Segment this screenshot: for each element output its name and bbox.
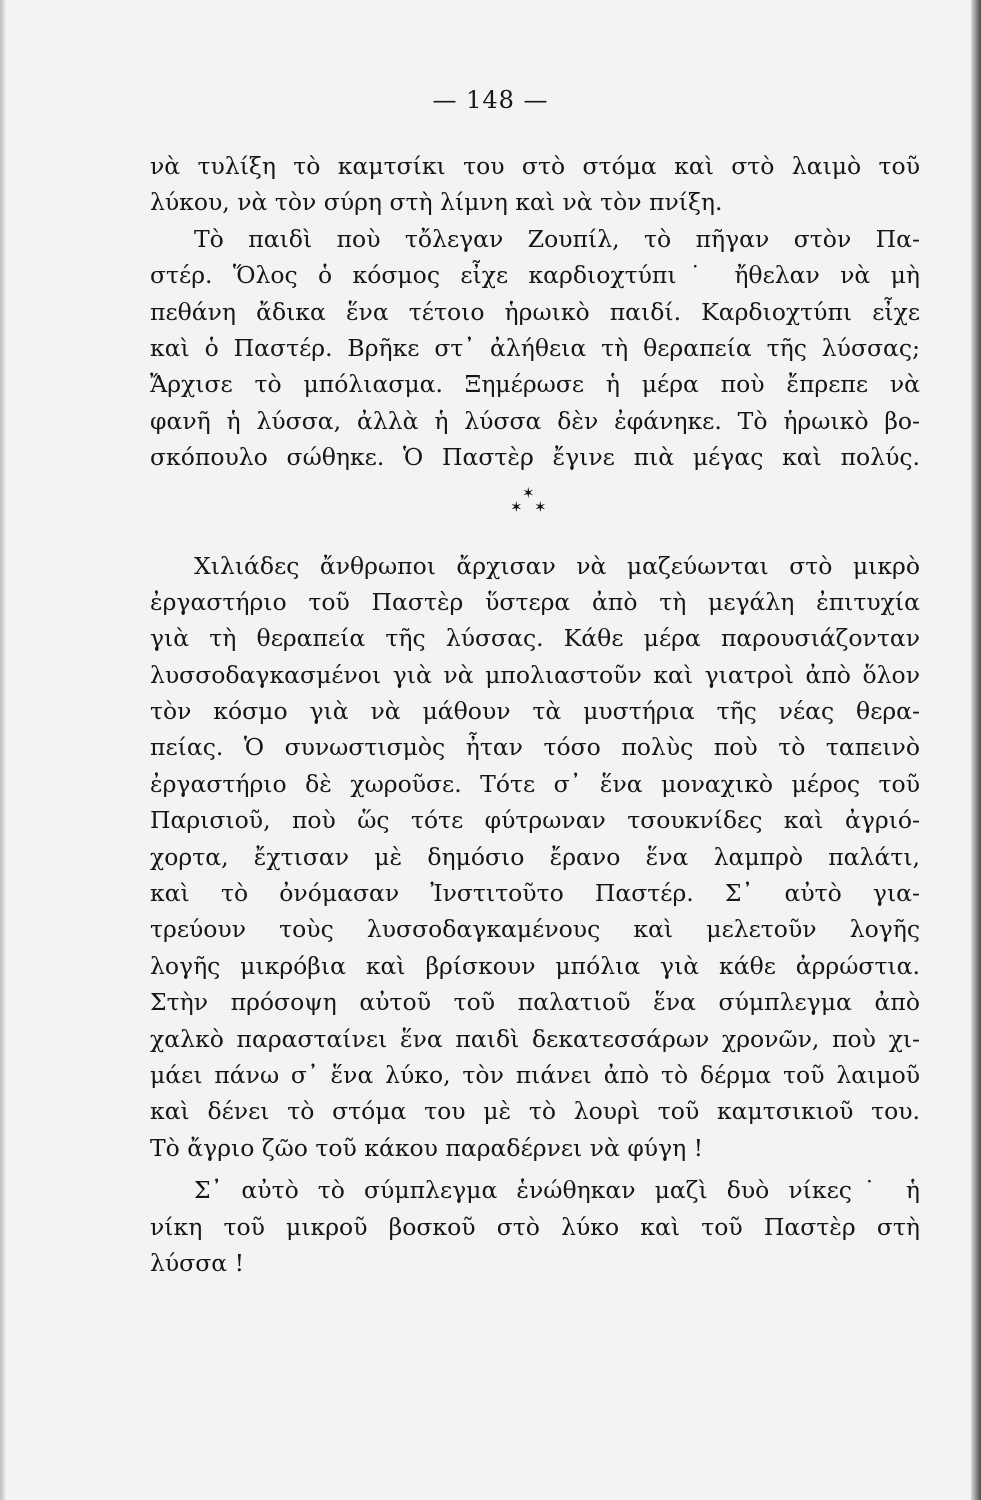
paragraph-1 bbox=[150, 148, 920, 221]
text-line: χαλκὸ παρασταίνει ἕνα παιδὶ δεκατεσσάρων χρονῶν, ποὺ χι- bbox=[150, 1024, 920, 1053]
body-text bbox=[150, 148, 920, 1281]
text-line: φανῆ ἡ λύσσα, ἀλλὰ ἡ λύσσα δὲν ἐφάνηκε. Τὸ ἡρωικὸ βο- bbox=[150, 406, 920, 435]
paragraph-4 bbox=[150, 1172, 920, 1281]
text-line: καὶ ὁ Παστέρ. Βρῆκε στ᾿ ἀλήθεια τὴ θεραπεία τῆς λύσσας; bbox=[150, 333, 920, 362]
text-line: χορτα, ἔχτισαν μὲ δημόσιο ἔρανο ἕνα λαμπρὸ παλάτι, bbox=[150, 842, 920, 871]
paragraph-3 bbox=[150, 548, 920, 1167]
text-line: λύκου, νὰ τὸν σύρη στὴ λίμνη καὶ νὰ τὸν πνίξη. bbox=[150, 188, 723, 217]
text-line: καὶ δένει τὸ στόμα του μὲ τὸ λουρὶ τοῦ καμτσικιοῦ του. bbox=[150, 1097, 920, 1126]
section-break-asterism bbox=[150, 476, 920, 548]
text-line: Παρισιοῦ, ποὺ ὥς τότε φύτρωναν τσουκνίδες καὶ ἀγριό- bbox=[150, 806, 920, 835]
text-line: τρεύουν τοὺς λυσσοδαγκαμένους καὶ μελετοῦν λογῆς bbox=[150, 915, 920, 944]
text-line: Τὸ ἄγριο ζῶο τοῦ κάκου παραδέρνει νὰ φύγη ! bbox=[150, 1133, 704, 1162]
asterisk-left: ✶ bbox=[510, 497, 523, 516]
text-line: γιὰ τὴ θεραπεία τῆς λύσσας. Κάθε μέρα παρουσιάζονταν bbox=[150, 624, 920, 653]
text-line: λογῆς μικρόβια καὶ βρίσκουν μπόλια γιὰ κάθε ἀρρώστια. bbox=[150, 951, 920, 980]
asterisk-top: ✶ bbox=[522, 483, 535, 502]
paragraph-2 bbox=[150, 221, 920, 476]
page-right-edge bbox=[971, 0, 981, 1500]
text-line: Ἄρχισε τὸ μπόλιασμα. Ξημέρωσε ἡ μέρα ποὺ ἔπρεπε νὰ bbox=[150, 370, 920, 399]
asterisk-right: ✶ bbox=[534, 497, 547, 516]
text-line: Χιλιάδες ἄνθρωποι ἄρχισαν νὰ μαζεύωνται στὸ μικρὸ bbox=[194, 551, 920, 580]
text-line: ἐργαστήριο δὲ χωροῦσε. Τότε σ᾿ ἕνα μοναχικὸ μέρος τοῦ bbox=[150, 769, 920, 798]
text-line: Στὴν πρόσοψη αὐτοῦ τοῦ παλατιοῦ ἕνα σύμπλεγμα ἀπὸ bbox=[150, 988, 920, 1017]
text-line: νὰ τυλίξη τὸ καμτσίκι του στὸ στόμα καὶ στὸ λαιμὸ τοῦ bbox=[150, 152, 920, 180]
text-line: λύσσα ! bbox=[150, 1248, 245, 1277]
page-left-edge bbox=[0, 0, 6, 1500]
text-line: τὸν κόσμο γιὰ νὰ μάθουν τὰ μυστήρια τῆς νέας θερα- bbox=[150, 697, 920, 726]
text-line: νίκη τοῦ μικροῦ βοσκοῦ στὸ λύκο καὶ τοῦ Παστὲρ στὴ bbox=[150, 1212, 920, 1241]
text-line: ἐργαστήριο τοῦ Παστὲρ ὕστερα ἀπὸ τὴ μεγάλη ἐπιτυχία bbox=[150, 587, 920, 616]
text-line: καὶ τὸ ὀνόμασαν Ἰνστιτοῦτο Παστέρ. Σ᾿ αὐτὸ για- bbox=[150, 879, 920, 908]
page-number: — 148 — bbox=[432, 86, 549, 114]
text-line: πείας. Ὁ συνωστισμὸς ἦταν τόσο πολὺς ποὺ τὸ ταπεινὸ bbox=[150, 733, 920, 762]
text-line: στέρ. Ὅλος ὁ κόσμος εἶχε καρδιοχτύπι˙ ἤθελαν νὰ μὴ bbox=[150, 261, 920, 290]
text-line: Σ᾿ αὐτὸ τὸ σύμπλεγμα ἑνώθηκαν μαζὶ δυὸ νίκες˙ ἡ bbox=[194, 1176, 920, 1205]
text-line: μάει πάνω σ᾿ ἕνα λύκο, τὸν πιάνει ἀπὸ τὸ δέρμα τοῦ λαιμοῦ bbox=[150, 1060, 920, 1089]
text-line: λυσσοδαγκασμένοι γιὰ νὰ μπολιαστοῦν καὶ γιατροὶ ἀπὸ ὅλον bbox=[150, 660, 920, 689]
text-line: Τὸ παιδὶ ποὺ τὄλεγαν Ζουπίλ, τὸ πῆγαν στὸν Πα- bbox=[194, 224, 920, 253]
text-line: πεθάνη ἄδικα ἕνα τέτοιο ἡρωικὸ παιδί. Καρδιοχτύπι εἶχε bbox=[150, 297, 920, 326]
text-line: σκόπουλο σώθηκε. Ὁ Παστὲρ ἔγινε πιὰ μέγας καὶ πολύς. bbox=[150, 443, 920, 472]
